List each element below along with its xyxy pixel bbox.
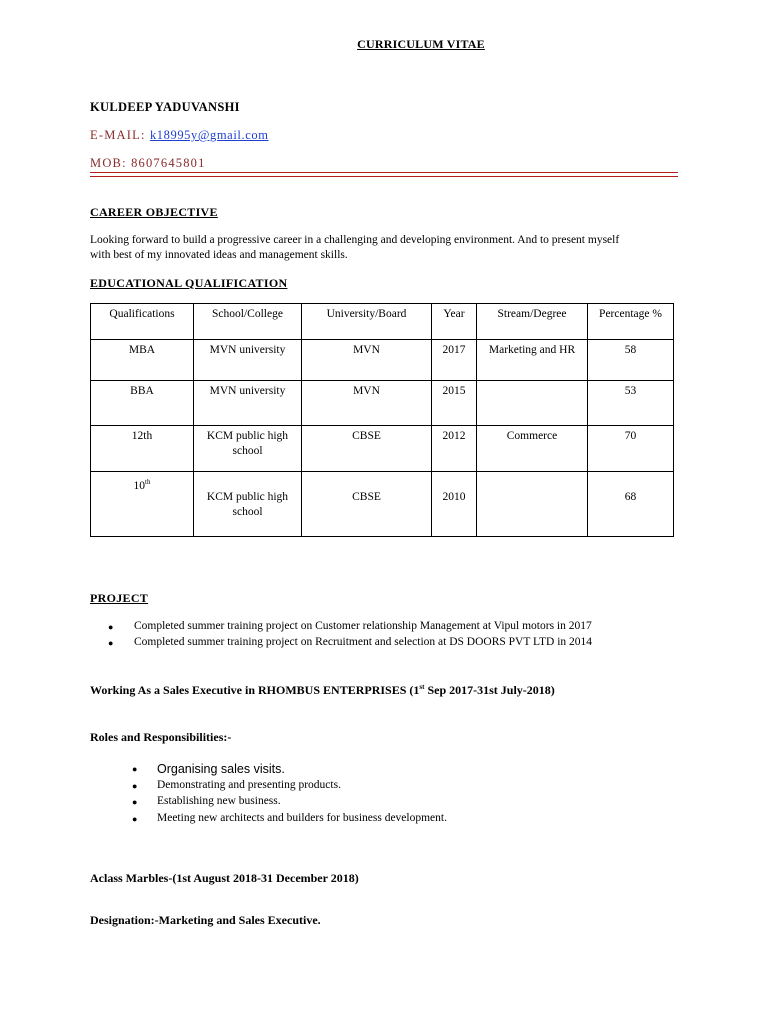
role-item-text: Establishing new business. <box>157 795 281 807</box>
work1-prefix: Working As a Sales Executive in RHOMBUS ENTERPRISES (1 <box>90 683 420 697</box>
cell-qualification: MBA <box>91 340 194 381</box>
career-objective-line-1: Looking forward to build a progressive career in a challenging and developing environment. And to present myself <box>90 234 620 246</box>
role-item-text: Demonstrating and presenting products. <box>157 779 341 791</box>
table-header-row <box>91 304 674 340</box>
cell-stream: Marketing and HR <box>477 340 588 381</box>
bullet-icon: ● <box>132 797 138 807</box>
cell-qualification: 12th <box>91 426 194 472</box>
bullet-icon: ● <box>108 638 114 648</box>
email-label: E-MAIL: <box>90 128 150 142</box>
roles-heading: Roles and Responsibilities:- <box>90 730 232 744</box>
cell-qualification <box>91 472 194 537</box>
cell-board: CBSE <box>302 472 432 537</box>
header-qualifications: Qualifications <box>91 304 194 340</box>
cell-qualification: BBA <box>91 381 194 426</box>
project-item-text: Completed summer training project on Customer relationship Management at Vipul motors in 2017 <box>134 620 592 632</box>
cell-year: 2012 <box>432 426 477 472</box>
cell-stream <box>477 381 588 426</box>
cell-percentage: 53 <box>588 381 674 426</box>
header-board: University/Board <box>302 304 432 340</box>
career-objective-text <box>90 233 680 263</box>
cell-percentage: 68 <box>588 472 674 537</box>
education-heading: EDUCATIONAL QUALIFICATION <box>90 276 288 290</box>
header-percentage: Percentage % <box>588 304 674 340</box>
cell-school: KCM public high school <box>194 472 302 537</box>
header-stream: Stream/Degree <box>477 304 588 340</box>
work1-sup: st <box>419 683 425 691</box>
table-row <box>91 472 674 537</box>
qualification-sup: th <box>145 478 151 486</box>
bullet-icon: ● <box>132 781 138 791</box>
cell-year: 2010 <box>432 472 477 537</box>
table-row <box>91 340 674 381</box>
cell-board: CBSE <box>302 426 432 472</box>
bullet-icon: ● <box>132 814 138 824</box>
cell-year: 2015 <box>432 381 477 426</box>
cell-stream <box>477 472 588 537</box>
header-school: School/College <box>194 304 302 340</box>
career-objective-line-2: with best of my innovated ideas and management skills. <box>90 249 348 261</box>
email-line <box>90 128 269 143</box>
role-item-text: Meeting new architects and builders for business development. <box>157 812 447 824</box>
qualification-text: 10 <box>133 479 146 492</box>
cell-board: MVN <box>302 340 432 381</box>
work-experience-2: Aclass Marbles-(1st August 2018-31 December 2018) <box>90 871 359 885</box>
work1-suffix: Sep 2017-31st July-2018) <box>424 683 555 697</box>
divider-line-secondary <box>90 176 678 177</box>
role-item-text: Organising sales visits. <box>157 762 285 776</box>
work-experience-1 <box>90 683 555 698</box>
cell-percentage: 58 <box>588 340 674 381</box>
header-year: Year <box>432 304 477 340</box>
mobile-number: MOB: 8607645801 <box>90 156 206 170</box>
document-title: CURRICULUM VITAE <box>357 37 485 51</box>
cell-percentage: 70 <box>588 426 674 472</box>
cell-year: 2017 <box>432 340 477 381</box>
education-table <box>90 303 674 537</box>
cell-school: MVN university <box>194 340 302 381</box>
table-row <box>91 426 674 472</box>
cell-board: MVN <box>302 381 432 426</box>
table-row <box>91 381 674 426</box>
project-item-text: Completed summer training project on Recruitment and selection at DS DOORS PVT LTD in 2014 <box>134 636 593 648</box>
bullet-icon: ● <box>108 622 114 632</box>
project-heading: PROJECT <box>90 591 149 605</box>
cell-stream: Commerce <box>477 426 588 472</box>
email-link[interactable]: k18995y@gmail.com <box>149 128 269 142</box>
career-objective-heading: CAREER OBJECTIVE <box>90 205 218 219</box>
designation: Designation:-Marketing and Sales Executive. <box>90 913 321 927</box>
bullet-icon: ● <box>132 764 138 774</box>
candidate-name: KULDEEP YADUVANSHI <box>90 100 240 114</box>
divider-line <box>90 172 678 173</box>
cell-school: MVN university <box>194 381 302 426</box>
cell-school: KCM public high school <box>194 426 302 472</box>
